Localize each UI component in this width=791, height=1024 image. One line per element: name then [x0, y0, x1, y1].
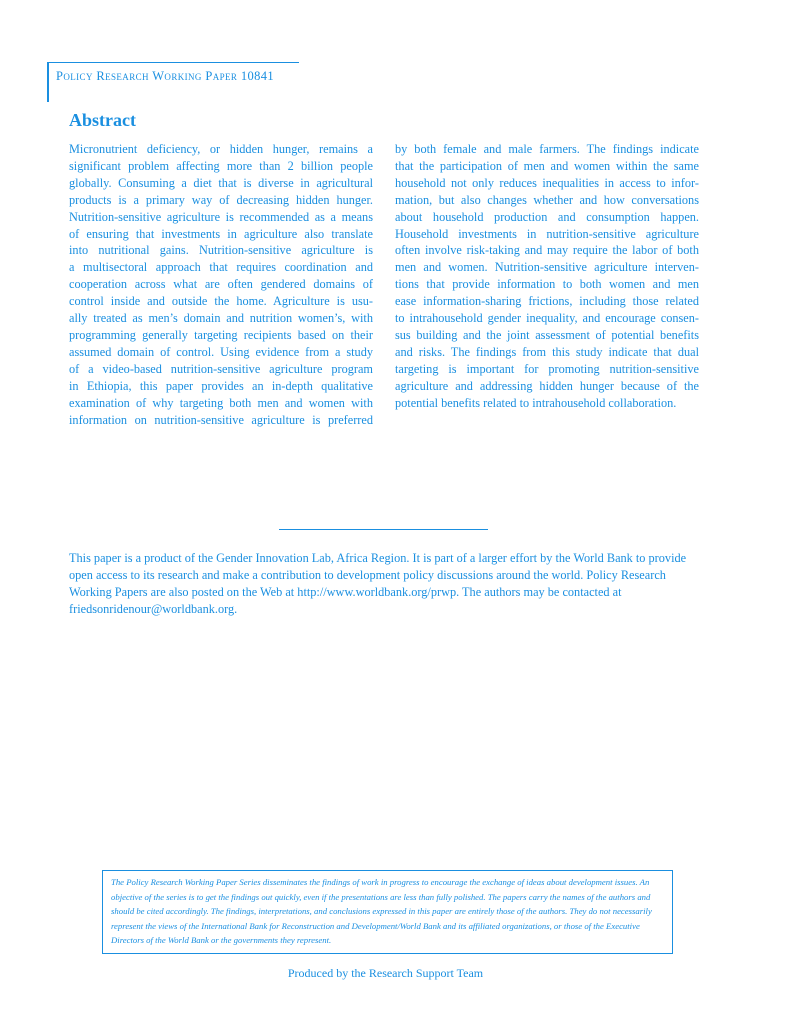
header-top-rule [47, 62, 299, 63]
produced-by-footer: Produced by the Research Support Team [287, 966, 484, 980]
abstract-line: about household production and consumption happen. [395, 209, 699, 224]
abstract-line: Nutrition-sensitive agriculture is recommended as a means [69, 209, 373, 224]
abstract-line: of a video-based nutrition-sensitive agriculture program [69, 361, 373, 376]
abstract-line: agriculture and addressing hidden hunger because of the [395, 378, 699, 393]
abstract-line: and risks. The findings from this study indicate that dual [395, 344, 699, 359]
disclaimer-text: The Policy Research Working Paper Series disseminates the findings of work in progress to encourage the exchange of ideas about development issues. An objective of the series is to get the findings out quickly, even if the presentations are less than fully polished. The papers carry the names of the authors and should be cited accordingly. The findings, interpretations, and conclusions expressed in this paper are entirely those of the authors. They do not necessarily represent the views of the International Bank for Reconstruction and Development/World Bank and its affiliated organizations, or those of the Executive Directors of the World Bank or the governments they represent. [111, 877, 652, 946]
abstract-line: ease information-sharing frictions, including those related [395, 294, 699, 309]
abstract-line: that the participation of men and women within the same [395, 158, 699, 173]
abstract-line: of ensuring that investments in agriculture also translate [69, 226, 373, 241]
series-title: Policy Research Working Paper 10841 [56, 69, 275, 83]
abstract-line: sus building and the joint assessment of potential benefits [395, 327, 699, 342]
abstract-line: into nutritional gains. Nutrition-sensitive agriculture is [69, 243, 373, 258]
abstract-line: potential benefits related to intrahousehold collaboration. [395, 395, 677, 410]
abstract-line: Household investments in nutrition-sensitive agriculture [395, 226, 699, 241]
abstract-line: programming generally targeting recipients based on their [69, 327, 373, 342]
abstract-line: examination of why targeting both men and women with [69, 395, 373, 410]
abstract-line: significant problem affecting more than 2 billion people [69, 158, 373, 173]
header-accent-bar [47, 62, 49, 102]
abstract-column-left [69, 141, 373, 428]
abstract-line: Micronutrient deficiency, or hidden hunger, remains a [69, 142, 373, 156]
abstract-line: men and women. Nutrition-sensitive agriculture interven- [395, 260, 699, 275]
abstract-line: often involve risk-taking and may require the labor of both [395, 243, 699, 258]
abstract-line: by both female and male farmers. The findings indicate [395, 142, 699, 156]
abstract-line: household not only reduces inequalities in access to infor- [395, 175, 699, 190]
abstract-heading: Abstract [69, 110, 136, 130]
abstract-line: in Ethiopia, this paper provides an in-depth qualitative [69, 378, 373, 393]
abstract-column-right [395, 141, 699, 412]
series-disclaimer-box [102, 870, 673, 954]
series-header [47, 62, 299, 102]
abstract-line: control inside and outside the home. Agriculture is usu- [69, 294, 373, 309]
abstract-line: a multisectoral approach that requires coordination and [69, 260, 373, 275]
paper-note: This paper is a product of the Gender Innovation Lab, Africa Region. It is part of a larger effort by the World Bank to provide open access to its research and make a contribution to development policy discussions around the world. Policy Research Working Papers are also posted on the Web at http://www.worldbank.org/prwp. The authors may be contacted at friedsonridenour@worldbank.org. [69, 551, 687, 616]
section-divider [279, 529, 488, 530]
abstract-line: ally treated as men’s domain and nutrition women’s, with [69, 311, 373, 326]
abstract-line: mation, but also changes whether and how conversations [395, 192, 699, 207]
abstract-line: targeting is important for promoting nutrition-sensitive [395, 361, 699, 376]
abstract-line: information on nutrition-sensitive agriculture is preferred [69, 412, 373, 427]
abstract-line: globally. Consuming a diet that is diverse in agricultural [69, 175, 373, 190]
abstract-line: products is a primary way of decreasing hidden hunger. [69, 192, 373, 207]
abstract-line: tions that provide information to both women and men [395, 277, 699, 292]
abstract-line: to intrahousehold gender inequality, and encourage consen- [395, 311, 699, 326]
abstract-line: assumed domain of control. Using evidence from a study [69, 344, 373, 359]
abstract-line: cooperation across what are often gendered domains of [69, 277, 373, 292]
